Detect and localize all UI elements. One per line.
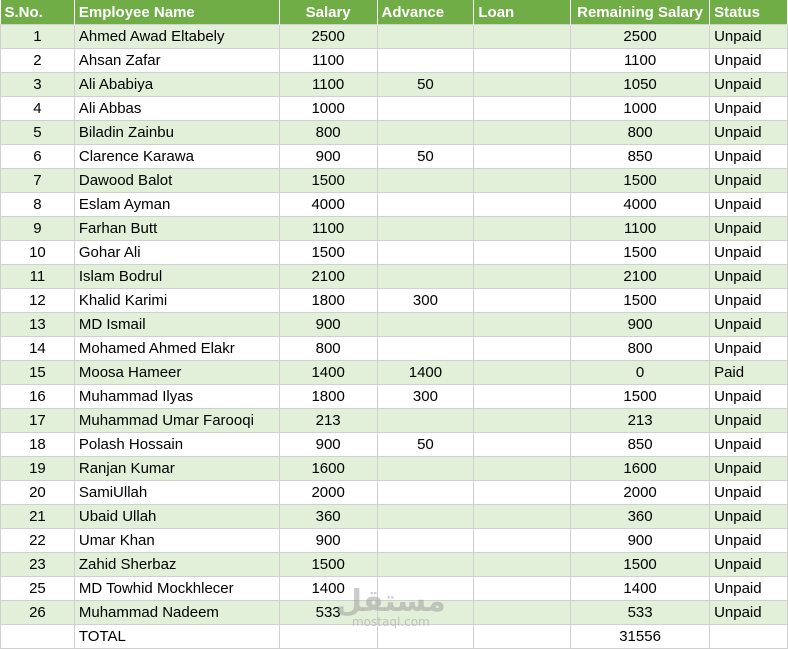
cell-employee-name[interactable]: Muhammad Nadeem [74, 601, 279, 625]
cell-advance[interactable] [377, 337, 474, 361]
cell-remaining-salary[interactable]: 1000 [571, 97, 710, 121]
cell-loan[interactable] [474, 241, 571, 265]
cell-status[interactable]: Unpaid [710, 241, 788, 265]
cell-employee-name[interactable]: MD Towhid Mockhlecer [74, 577, 279, 601]
cell-remaining-salary[interactable]: 1500 [571, 169, 710, 193]
cell-status[interactable]: Unpaid [710, 265, 788, 289]
cell-advance[interactable] [377, 505, 474, 529]
cell-salary[interactable]: 1500 [279, 553, 377, 577]
cell-status[interactable]: Unpaid [710, 313, 788, 337]
cell-sno[interactable]: 3 [1, 73, 75, 97]
cell-salary[interactable]: 800 [279, 337, 377, 361]
table-row [1, 457, 788, 481]
cell-employee-name[interactable]: Umar Khan [74, 529, 279, 553]
cell-remaining-salary[interactable]: 1400 [571, 577, 710, 601]
cell-employee-name[interactable]: Dawood Balot [74, 169, 279, 193]
table-row [1, 97, 788, 121]
cell-remaining-salary[interactable]: 800 [571, 121, 710, 145]
cell-remaining-salary[interactable]: 1100 [571, 49, 710, 73]
header-status[interactable]: Status [710, 0, 788, 25]
cell-status[interactable]: Unpaid [710, 481, 788, 505]
table-row [1, 169, 788, 193]
cell-salary[interactable]: 4000 [279, 193, 377, 217]
cell-sno[interactable]: 22 [1, 529, 75, 553]
cell-advance[interactable] [377, 529, 474, 553]
total-label[interactable]: TOTAL [74, 625, 279, 649]
cell-sno[interactable]: 19 [1, 457, 75, 481]
cell-salary[interactable]: 1100 [279, 217, 377, 241]
cell-loan[interactable] [474, 217, 571, 241]
cell-salary[interactable]: 1100 [279, 73, 377, 97]
cell-employee-name[interactable]: MD Ismail [74, 313, 279, 337]
table-row [1, 145, 788, 169]
cell-loan[interactable] [474, 265, 571, 289]
cell-salary[interactable]: 900 [279, 529, 377, 553]
cell-remaining-salary[interactable]: 850 [571, 433, 710, 457]
cell-status[interactable]: Unpaid [710, 409, 788, 433]
cell-advance[interactable] [377, 97, 474, 121]
table-row [1, 337, 788, 361]
cell-loan[interactable] [474, 25, 571, 49]
table-row [1, 409, 788, 433]
cell-status[interactable]: Unpaid [710, 121, 788, 145]
cell-status[interactable]: Unpaid [710, 169, 788, 193]
cell-loan[interactable] [474, 433, 571, 457]
cell-remaining-salary[interactable]: 1100 [571, 217, 710, 241]
cell-salary[interactable]: 800 [279, 121, 377, 145]
cell-advance[interactable] [377, 193, 474, 217]
cell-salary[interactable]: 2000 [279, 481, 377, 505]
cell-sno[interactable]: 5 [1, 121, 75, 145]
cell-loan[interactable] [474, 505, 571, 529]
cell-sno[interactable]: 13 [1, 313, 75, 337]
table-row [1, 73, 788, 97]
table-row [1, 193, 788, 217]
cell-sno[interactable]: 11 [1, 265, 75, 289]
cell-remaining-salary[interactable]: 1500 [571, 385, 710, 409]
table-row [1, 481, 788, 505]
total-cell-status[interactable] [710, 625, 788, 649]
cell-loan[interactable] [474, 337, 571, 361]
table-row [1, 505, 788, 529]
cell-remaining-salary[interactable]: 2000 [571, 481, 710, 505]
table-row [1, 553, 788, 577]
cell-loan[interactable] [474, 601, 571, 625]
cell-remaining-salary[interactable]: 533 [571, 601, 710, 625]
cell-salary[interactable]: 1400 [279, 361, 377, 385]
cell-loan[interactable] [474, 553, 571, 577]
cell-employee-name[interactable]: Farhan Butt [74, 217, 279, 241]
cell-remaining-salary[interactable]: 800 [571, 337, 710, 361]
cell-remaining-salary[interactable]: 900 [571, 529, 710, 553]
cell-advance[interactable]: 50 [377, 433, 474, 457]
cell-loan[interactable] [474, 97, 571, 121]
total-cell-sno[interactable] [1, 625, 75, 649]
cell-loan[interactable] [474, 409, 571, 433]
cell-advance[interactable] [377, 265, 474, 289]
table-row [1, 217, 788, 241]
cell-employee-name[interactable]: Ali Ababiya [74, 73, 279, 97]
cell-advance[interactable] [377, 577, 474, 601]
cell-sno[interactable]: 4 [1, 97, 75, 121]
cell-employee-name[interactable]: Gohar Ali [74, 241, 279, 265]
cell-status[interactable]: Unpaid [710, 433, 788, 457]
table-row [1, 361, 788, 385]
cell-loan[interactable] [474, 361, 571, 385]
cell-salary[interactable]: 900 [279, 313, 377, 337]
cell-advance[interactable]: 50 [377, 73, 474, 97]
cell-advance[interactable]: 1400 [377, 361, 474, 385]
cell-loan[interactable] [474, 313, 571, 337]
cell-status[interactable]: Unpaid [710, 337, 788, 361]
cell-sno[interactable]: 2 [1, 49, 75, 73]
cell-status[interactable]: Unpaid [710, 577, 788, 601]
cell-status[interactable]: Unpaid [710, 505, 788, 529]
total-cell-advance[interactable] [377, 625, 474, 649]
total-remaining-salary[interactable]: 31556 [571, 625, 710, 649]
cell-employee-name[interactable]: Ali Abbas [74, 97, 279, 121]
cell-employee-name[interactable]: Mohamed Ahmed Elakr [74, 337, 279, 361]
cell-sno[interactable]: 6 [1, 145, 75, 169]
cell-advance[interactable] [377, 241, 474, 265]
cell-employee-name[interactable]: Biladin Zainbu [74, 121, 279, 145]
cell-employee-name[interactable]: Ranjan Kumar [74, 457, 279, 481]
cell-employee-name[interactable]: Muhammad Ilyas [74, 385, 279, 409]
cell-salary[interactable]: 2500 [279, 25, 377, 49]
cell-remaining-salary[interactable]: 900 [571, 313, 710, 337]
cell-employee-name[interactable]: Ubaid Ullah [74, 505, 279, 529]
cell-sno[interactable]: 9 [1, 217, 75, 241]
cell-salary[interactable]: 1500 [279, 241, 377, 265]
cell-status[interactable]: Unpaid [710, 289, 788, 313]
table-row [1, 577, 788, 601]
cell-salary[interactable]: 1800 [279, 385, 377, 409]
cell-salary[interactable]: 533 [279, 601, 377, 625]
cell-employee-name[interactable]: Moosa Hameer [74, 361, 279, 385]
header-employee-name[interactable]: Employee Name [74, 0, 279, 25]
cell-salary[interactable]: 2100 [279, 265, 377, 289]
cell-employee-name[interactable]: Ahsan Zafar [74, 49, 279, 73]
cell-sno[interactable]: 15 [1, 361, 75, 385]
cell-status[interactable]: Unpaid [710, 73, 788, 97]
cell-sno[interactable]: 17 [1, 409, 75, 433]
cell-loan[interactable] [474, 73, 571, 97]
cell-advance[interactable] [377, 313, 474, 337]
cell-sno[interactable]: 12 [1, 289, 75, 313]
cell-salary[interactable]: 900 [279, 433, 377, 457]
table-row [1, 313, 788, 337]
cell-status[interactable]: Unpaid [710, 145, 788, 169]
cell-salary[interactable]: 900 [279, 145, 377, 169]
cell-employee-name[interactable]: Khalid Karimi [74, 289, 279, 313]
cell-salary[interactable]: 1500 [279, 169, 377, 193]
cell-sno[interactable]: 26 [1, 601, 75, 625]
cell-salary[interactable]: 1400 [279, 577, 377, 601]
cell-status[interactable]: Unpaid [710, 49, 788, 73]
cell-sno[interactable]: 23 [1, 553, 75, 577]
cell-employee-name[interactable]: Eslam Ayman [74, 193, 279, 217]
cell-loan[interactable] [474, 577, 571, 601]
cell-salary[interactable]: 1800 [279, 289, 377, 313]
cell-remaining-salary[interactable]: 2100 [571, 265, 710, 289]
cell-employee-name[interactable]: Islam Bodrul [74, 265, 279, 289]
cell-advance[interactable] [377, 553, 474, 577]
cell-remaining-salary[interactable]: 1500 [571, 241, 710, 265]
cell-loan[interactable] [474, 145, 571, 169]
cell-salary[interactable]: 360 [279, 505, 377, 529]
table-body [1, 25, 788, 649]
cell-loan[interactable] [474, 289, 571, 313]
cell-advance[interactable]: 300 [377, 385, 474, 409]
cell-salary[interactable]: 1600 [279, 457, 377, 481]
cell-sno[interactable]: 10 [1, 241, 75, 265]
table-row [1, 433, 788, 457]
table-row [1, 121, 788, 145]
cell-status[interactable]: Unpaid [710, 529, 788, 553]
watermark-arabic: مستقل [336, 584, 446, 619]
cell-remaining-salary[interactable]: 1600 [571, 457, 710, 481]
total-cell-loan[interactable] [474, 625, 571, 649]
cell-status[interactable]: Unpaid [710, 553, 788, 577]
cell-remaining-salary[interactable]: 360 [571, 505, 710, 529]
table-row [1, 25, 788, 49]
table-row [1, 529, 788, 553]
cell-sno[interactable]: 20 [1, 481, 75, 505]
cell-advance[interactable] [377, 457, 474, 481]
cell-sno[interactable]: 1 [1, 25, 75, 49]
cell-status[interactable]: Paid [710, 361, 788, 385]
header-sno[interactable]: S.No. [1, 0, 75, 25]
cell-remaining-salary[interactable]: 1500 [571, 289, 710, 313]
cell-remaining-salary[interactable]: 2500 [571, 25, 710, 49]
cell-advance[interactable] [377, 25, 474, 49]
cell-remaining-salary[interactable]: 0 [571, 361, 710, 385]
table-row [1, 385, 788, 409]
header-salary[interactable]: Salary [279, 0, 377, 25]
cell-employee-name[interactable]: Muhammad Umar Farooqi [74, 409, 279, 433]
cell-status[interactable]: Unpaid [710, 217, 788, 241]
header-loan[interactable]: Loan [474, 0, 571, 25]
cell-status[interactable]: Unpaid [710, 457, 788, 481]
cell-status[interactable]: Unpaid [710, 193, 788, 217]
cell-sno[interactable]: 16 [1, 385, 75, 409]
cell-remaining-salary[interactable]: 4000 [571, 193, 710, 217]
header-advance[interactable]: Advance [377, 0, 474, 25]
cell-salary[interactable]: 1000 [279, 97, 377, 121]
table-row [1, 241, 788, 265]
cell-salary[interactable]: 213 [279, 409, 377, 433]
cell-salary[interactable]: 1100 [279, 49, 377, 73]
cell-advance[interactable]: 300 [377, 289, 474, 313]
cell-loan[interactable] [474, 385, 571, 409]
cell-loan[interactable] [474, 529, 571, 553]
cell-sno[interactable]: 25 [1, 577, 75, 601]
cell-remaining-salary[interactable]: 850 [571, 145, 710, 169]
cell-loan[interactable] [474, 49, 571, 73]
cell-advance[interactable] [377, 49, 474, 73]
cell-status[interactable]: Unpaid [710, 25, 788, 49]
cell-advance[interactable] [377, 217, 474, 241]
cell-sno[interactable]: 8 [1, 193, 75, 217]
cell-status[interactable]: Unpaid [710, 97, 788, 121]
total-cell-salary[interactable] [279, 625, 377, 649]
cell-employee-name[interactable]: SamiUllah [74, 481, 279, 505]
cell-employee-name[interactable]: Clarence Karawa [74, 145, 279, 169]
cell-loan[interactable] [474, 193, 571, 217]
watermark-latin: mostaql.com [351, 615, 430, 629]
cell-advance[interactable] [377, 601, 474, 625]
cell-employee-name[interactable]: Polash Hossain [74, 433, 279, 457]
cell-employee-name[interactable]: Zahid Sherbaz [74, 553, 279, 577]
cell-advance[interactable] [377, 409, 474, 433]
table-row [1, 49, 788, 73]
cell-advance[interactable] [377, 481, 474, 505]
cell-sno[interactable]: 18 [1, 433, 75, 457]
cell-sno[interactable]: 14 [1, 337, 75, 361]
cell-loan[interactable] [474, 169, 571, 193]
table-row [1, 601, 788, 625]
header-remaining-salary[interactable]: Remaining Salary [571, 0, 710, 25]
cell-remaining-salary[interactable]: 1050 [571, 73, 710, 97]
cell-employee-name[interactable]: Ahmed Awad Eltabely [74, 25, 279, 49]
cell-status[interactable]: Unpaid [710, 385, 788, 409]
cell-loan[interactable] [474, 481, 571, 505]
cell-loan[interactable] [474, 457, 571, 481]
cell-advance[interactable] [377, 121, 474, 145]
cell-status[interactable]: Unpaid [710, 601, 788, 625]
cell-remaining-salary[interactable]: 1500 [571, 553, 710, 577]
cell-loan[interactable] [474, 121, 571, 145]
cell-remaining-salary[interactable]: 213 [571, 409, 710, 433]
cell-sno[interactable]: 7 [1, 169, 75, 193]
table-row [1, 289, 788, 313]
header-row [1, 0, 788, 25]
cell-sno[interactable]: 21 [1, 505, 75, 529]
total-row [1, 625, 788, 649]
table-row [1, 265, 788, 289]
cell-advance[interactable] [377, 169, 474, 193]
cell-advance[interactable]: 50 [377, 145, 474, 169]
